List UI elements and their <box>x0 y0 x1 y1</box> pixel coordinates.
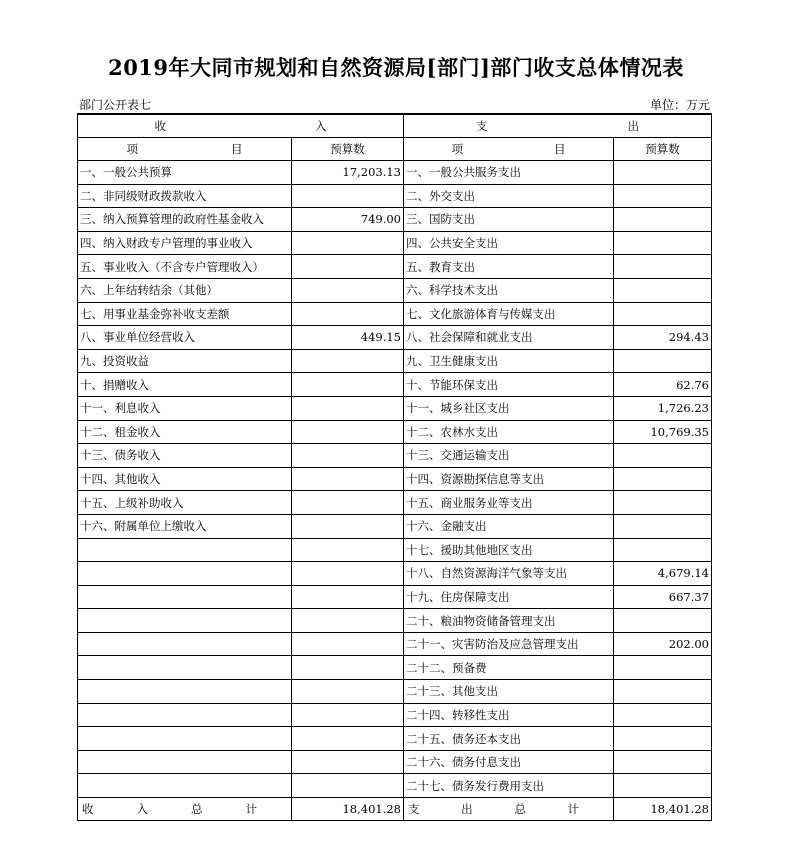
expense-value-cell <box>614 514 712 538</box>
expense-total-value: 18,401.28 <box>614 798 712 821</box>
total-label-char: 支 <box>408 802 420 817</box>
expense-value-cell: 202.00 <box>614 632 712 656</box>
income-item-header <box>78 138 292 161</box>
expense-item-cell: 二、外交支出 <box>404 184 614 208</box>
income-budget-header: 预算数 <box>292 138 404 161</box>
expense-value-cell <box>614 491 712 515</box>
income-value-cell <box>292 467 404 491</box>
income-value-cell <box>292 656 404 680</box>
expense-value-cell <box>614 255 712 279</box>
expense-item-cell: 二十二、预备费 <box>404 656 614 680</box>
expense-value-cell <box>614 538 712 562</box>
income-item-cell: 三、纳入预算管理的政府性基金收入 <box>78 208 292 232</box>
expense-value-cell <box>614 609 712 633</box>
income-value-cell <box>292 727 404 751</box>
income-item-cell: 十四、其他收入 <box>78 467 292 491</box>
table-row <box>78 703 712 727</box>
expense-item-cell: 十四、资源勘探信息等支出 <box>404 467 614 491</box>
table-row <box>78 373 712 397</box>
income-item-cell: 十、捐赠收入 <box>78 373 292 397</box>
table-row <box>78 632 712 656</box>
expense-item-cell: 二十、粮油物资储备管理支出 <box>404 609 614 633</box>
expense-item-cell: 十三、交通运输支出 <box>404 444 614 468</box>
expense-total-label <box>404 798 614 821</box>
expense-value-cell: 62.76 <box>614 373 712 397</box>
income-value-cell <box>292 514 404 538</box>
table-row <box>78 538 712 562</box>
item-header-char: 目 <box>554 142 566 156</box>
expense-item-cell: 十五、商业服务业等支出 <box>404 491 614 515</box>
budget-table <box>77 113 712 821</box>
income-value-cell <box>292 349 404 373</box>
income-item-cell <box>78 703 292 727</box>
expense-value-cell: 667.37 <box>614 585 712 609</box>
table-row <box>78 491 712 515</box>
income-value-cell <box>292 585 404 609</box>
table-row <box>78 184 712 208</box>
income-value-cell <box>292 373 404 397</box>
income-item-cell <box>78 750 292 774</box>
income-value-cell <box>292 420 404 444</box>
expense-item-cell: 四、公共安全支出 <box>404 231 614 255</box>
expense-value-cell <box>614 231 712 255</box>
table-row <box>78 420 712 444</box>
income-value-cell <box>292 278 404 302</box>
income-value-cell <box>292 703 404 727</box>
table-row <box>78 278 712 302</box>
income-item-cell: 十六、附属单位上缴收入 <box>78 514 292 538</box>
expense-item-cell: 二十六、债务付息支出 <box>404 750 614 774</box>
table-row <box>78 609 712 633</box>
expense-item-cell: 十二、农林水支出 <box>404 420 614 444</box>
expense-section-header <box>404 114 712 138</box>
total-label-char: 入 <box>136 802 148 817</box>
expense-item-cell: 八、社会保障和就业支出 <box>404 326 614 350</box>
income-item-cell <box>78 609 292 633</box>
income-item-cell: 十一、利息收入 <box>78 396 292 420</box>
expense-value-cell <box>614 208 712 232</box>
income-value-cell: 17,203.13 <box>292 161 404 185</box>
income-item-cell <box>78 680 292 704</box>
income-value-cell <box>292 302 404 326</box>
table-row <box>78 208 712 232</box>
totals-row <box>78 798 712 821</box>
item-header-char: 目 <box>231 142 243 156</box>
income-item-cell <box>78 538 292 562</box>
table-row <box>78 302 712 326</box>
income-item-cell <box>78 632 292 656</box>
expense-item-cell: 二十三、其他支出 <box>404 680 614 704</box>
expense-header-char: 支 <box>476 119 488 133</box>
total-label-char: 计 <box>567 802 579 817</box>
table-row <box>78 255 712 279</box>
table-number: 部门公开表七 <box>79 98 152 112</box>
expense-item-cell: 二十一、灾害防治及应急管理支出 <box>404 632 614 656</box>
income-value-cell <box>292 538 404 562</box>
income-item-cell: 八、事业单位经营收入 <box>78 326 292 350</box>
income-value-cell <box>292 562 404 586</box>
expense-value-cell <box>614 278 712 302</box>
total-label-char: 收 <box>82 802 94 817</box>
expense-value-cell <box>614 750 712 774</box>
table-row <box>78 774 712 798</box>
table-row <box>78 656 712 680</box>
expense-value-cell <box>614 302 712 326</box>
column-header-row <box>78 138 712 161</box>
income-item-cell <box>78 774 292 798</box>
income-value-cell <box>292 231 404 255</box>
expense-header-char: 出 <box>627 119 639 133</box>
income-item-cell: 七、用事业基金弥补收支差额 <box>78 302 292 326</box>
income-item-cell: 一、一般公共预算 <box>78 161 292 185</box>
expense-item-cell: 十六、金融支出 <box>404 514 614 538</box>
income-total-label <box>78 798 292 821</box>
item-header-char: 项 <box>126 142 138 156</box>
expense-value-cell <box>614 774 712 798</box>
item-header-char: 项 <box>451 142 463 156</box>
expense-item-header <box>404 138 614 161</box>
income-value-cell <box>292 396 404 420</box>
income-item-cell: 六、上年结转结余（其他） <box>78 278 292 302</box>
expense-item-cell: 三、国防支出 <box>404 208 614 232</box>
expense-item-cell: 六、科学技术支出 <box>404 278 614 302</box>
table-row <box>78 727 712 751</box>
page-title: 2019年大同市规划和自然资源局[部门]部门收支总体情况表 <box>108 55 684 80</box>
income-value-cell <box>292 184 404 208</box>
income-value-cell <box>292 255 404 279</box>
table-row <box>78 349 712 373</box>
expense-value-cell <box>614 656 712 680</box>
income-value-cell <box>292 609 404 633</box>
total-label-char: 总 <box>514 802 526 817</box>
total-label-char: 计 <box>245 802 257 817</box>
expense-item-cell: 七、文化旅游体育与传媒支出 <box>404 302 614 326</box>
expense-item-cell: 十八、自然资源海洋气象等支出 <box>404 562 614 586</box>
income-total-value: 18,401.28 <box>292 798 404 821</box>
income-item-cell <box>78 656 292 680</box>
table-row <box>78 680 712 704</box>
table-body <box>78 161 712 798</box>
income-value-cell <box>292 680 404 704</box>
income-header-char: 收 <box>154 119 166 133</box>
income-section-header <box>78 114 404 138</box>
income-header-char: 入 <box>315 119 327 133</box>
expense-item-cell: 五、教育支出 <box>404 255 614 279</box>
income-item-cell <box>78 727 292 751</box>
expense-value-cell <box>614 444 712 468</box>
expense-item-cell: 十一、城乡社区支出 <box>404 396 614 420</box>
income-value-cell: 449.15 <box>292 326 404 350</box>
unit-label: 单位：万元 <box>649 98 710 112</box>
income-item-cell: 十二、租金收入 <box>78 420 292 444</box>
income-item-cell: 五、事业收入（不含专户管理收入） <box>78 255 292 279</box>
income-item-cell <box>78 585 292 609</box>
income-value-cell: 749.00 <box>292 208 404 232</box>
table-row <box>78 444 712 468</box>
income-value-cell <box>292 774 404 798</box>
expense-value-cell: 294.43 <box>614 326 712 350</box>
total-label-char: 总 <box>191 802 203 817</box>
expense-item-cell: 十、节能环保支出 <box>404 373 614 397</box>
income-value-cell <box>292 750 404 774</box>
table-row <box>78 562 712 586</box>
income-value-cell <box>292 491 404 515</box>
income-item-cell: 四、纳入财政专户管理的事业收入 <box>78 231 292 255</box>
expense-budget-header: 预算数 <box>614 138 712 161</box>
income-item-cell <box>78 562 292 586</box>
income-item-cell: 二、非同级财政拨款收入 <box>78 184 292 208</box>
expense-value-cell <box>614 467 712 491</box>
expense-item-cell: 九、卫生健康支出 <box>404 349 614 373</box>
table-row <box>78 467 712 491</box>
table-row <box>78 750 712 774</box>
expense-value-cell <box>614 703 712 727</box>
income-value-cell <box>292 444 404 468</box>
table-row <box>78 231 712 255</box>
expense-value-cell <box>614 184 712 208</box>
expense-value-cell <box>614 349 712 373</box>
expense-item-cell: 十七、援助其他地区支出 <box>404 538 614 562</box>
table-row <box>78 514 712 538</box>
expense-value-cell: 10,769.35 <box>614 420 712 444</box>
income-value-cell <box>292 632 404 656</box>
expense-item-cell: 二十四、转移性支出 <box>404 703 614 727</box>
expense-value-cell: 4,679.14 <box>614 562 712 586</box>
expense-value-cell <box>614 680 712 704</box>
expense-item-cell: 二十七、债务发行费用支出 <box>404 774 614 798</box>
income-item-cell: 九、投资收益 <box>78 349 292 373</box>
section-header-row <box>78 114 712 138</box>
table-row <box>78 585 712 609</box>
expense-value-cell: 1,726.23 <box>614 396 712 420</box>
table-row <box>78 161 712 185</box>
table-row <box>78 396 712 420</box>
expense-value-cell <box>614 727 712 751</box>
table-row <box>78 326 712 350</box>
expense-item-cell: 一、一般公共服务支出 <box>404 161 614 185</box>
expense-item-cell: 二十五、债务还本支出 <box>404 727 614 751</box>
income-item-cell: 十三、债务收入 <box>78 444 292 468</box>
expense-item-cell: 十九、住房保障支出 <box>404 585 614 609</box>
income-item-cell: 十五、上级补助收入 <box>78 491 292 515</box>
expense-value-cell <box>614 161 712 185</box>
total-label-char: 出 <box>461 802 473 817</box>
